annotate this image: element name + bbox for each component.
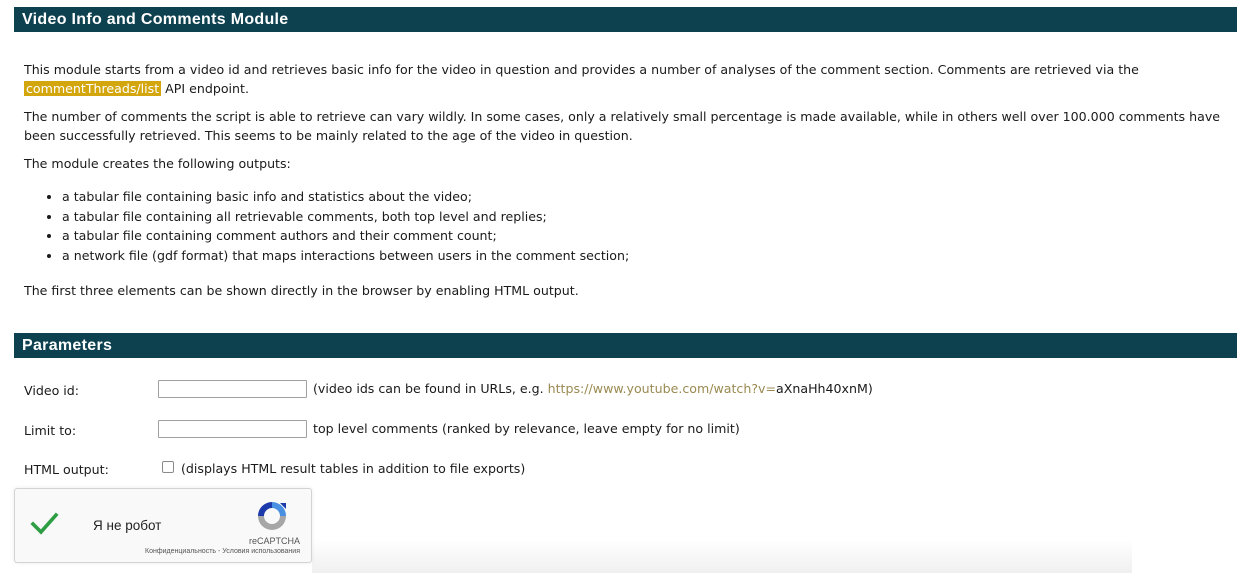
- hint-text: (video ids can be found in URLs, e.g.: [313, 381, 548, 396]
- example-url-link[interactable]: https://www.youtube.com/watch?v=: [547, 381, 777, 396]
- outputs-list: [24, 187, 629, 265]
- html-output-label: HTML output:: [24, 462, 109, 477]
- recaptcha-brand: reCAPTCHA: [248, 536, 300, 546]
- recaptcha-label: Я не робот: [93, 518, 162, 533]
- intro-paragraph-3: The module creates the following outputs:: [24, 156, 291, 171]
- recaptcha-links: [15, 548, 300, 555]
- module-title: Video Info and Comments Module: [22, 11, 289, 28]
- module-header: [14, 7, 1237, 32]
- hint-text-close: ): [867, 381, 873, 396]
- list-item: • a tabular file containing comment authors and their comment count;: [62, 226, 629, 246]
- footer-shadow: [312, 540, 1132, 573]
- list-item: • a network file (gdf format) that maps interactions between users in the comment section;: [62, 246, 629, 266]
- intro-paragraph-2: The number of comments the script is able to retrieve can vary wildly. In some cases, only a relatively small percentage is made available, while in others well over 100.000 comments have been successfully retrieved. This seems to be mainly related to the age of the video in question.: [24, 109, 1221, 143]
- intro-text-after: API endpoint.: [161, 81, 249, 96]
- html-output-checkbox[interactable]: [162, 461, 174, 473]
- recaptcha-widget: [14, 488, 312, 563]
- video-id-input[interactable]: [158, 380, 307, 398]
- limit-input[interactable]: [158, 420, 307, 438]
- intro-paragraph-4: The first three elements can be shown directly in the browser by enabling HTML output.: [24, 283, 579, 298]
- video-id-label: Video id:: [24, 383, 80, 398]
- limit-hint: top level comments (ranked by relevance, leave empty for no limit): [313, 421, 740, 436]
- terms-link[interactable]: Условия использования: [222, 548, 300, 555]
- intro-paragraph-1: [24, 60, 1214, 98]
- privacy-link[interactable]: Конфиденциальность: [145, 548, 217, 555]
- html-output-hint: (displays HTML result tables in addition to file exports): [181, 461, 526, 476]
- intro-text: This module starts from a video id and retrieves basic info for the video in question and provides a number of analyses of the comment section. Comments are retrieved via the: [24, 62, 1139, 77]
- list-item: • a tabular file containing all retrievable comments, both top level and replies;: [62, 207, 629, 227]
- list-item: • a tabular file containing basic info and statistics about the video;: [62, 187, 629, 207]
- parameters-title: Parameters: [22, 337, 113, 354]
- links-separator: -: [216, 548, 223, 555]
- limit-label: Limit to:: [24, 423, 77, 438]
- recaptcha-logo-icon: [255, 499, 289, 533]
- parameters-header: [14, 333, 1237, 358]
- recaptcha-checkbox[interactable]: [29, 509, 59, 539]
- video-id-hint: [313, 381, 873, 396]
- example-video-id: aXnaHh40xnM: [776, 381, 868, 396]
- checkmark-icon: [29, 509, 59, 539]
- endpoint-link[interactable]: commentThreads/list: [26, 81, 160, 96]
